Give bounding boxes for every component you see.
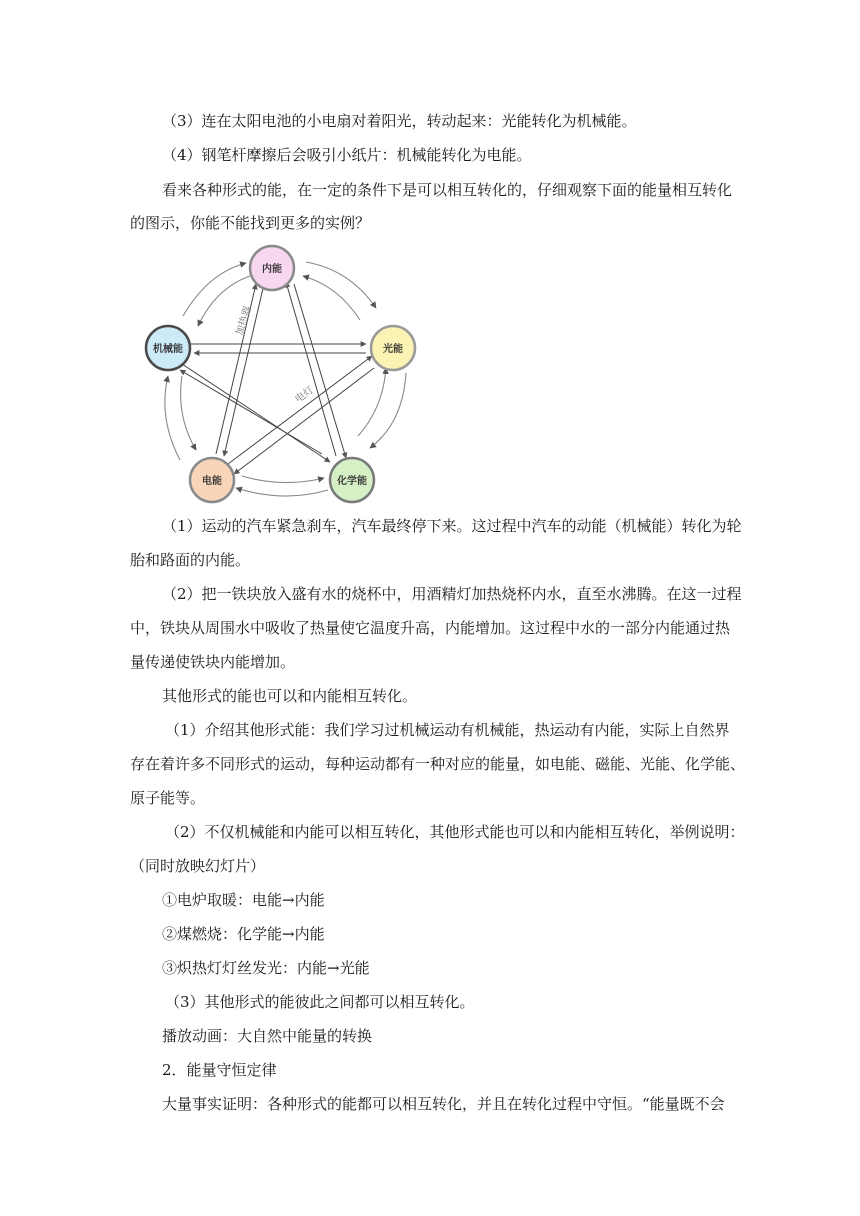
arrow-jixie-to-dian xyxy=(181,376,196,450)
energy-conversion-diagram xyxy=(138,238,430,510)
arrow-dian-to-jixie xyxy=(165,376,180,460)
text-line: 大量事实证明：各种形式的能都可以相互转化，并且在转化过程中守恒。“能量既不会 xyxy=(162,1095,725,1113)
text-line: （3）其他形式的能彼此之间都可以相互转化。 xyxy=(165,993,475,1011)
arrow-huaxue-to-guang xyxy=(358,368,386,436)
text-line: 看来各种形式的能，在一定的条件下是可以相互转化的，仔细观察下面的能量相互转化 xyxy=(162,181,733,199)
arrow-huaxue-to-nei xyxy=(286,282,336,456)
text-line: （同时放映幻灯片） xyxy=(130,857,266,875)
arrow-nei-to-huaxue xyxy=(294,284,346,458)
arrow-guang-to-nei xyxy=(303,276,360,320)
text-line: 的图示，你能不能找到更多的实例？ xyxy=(130,214,371,232)
node-huaxueneng xyxy=(330,458,374,502)
arrow-dian-to-guang xyxy=(228,356,372,464)
section-heading: 2．能量守恒定律 xyxy=(162,1061,277,1079)
text-line: （1）介绍其他形式能：我们学习过机械运动有机械能，热运动有内能，实际上自然界 xyxy=(165,721,730,739)
node-label-neineng: 内能 xyxy=(262,264,282,275)
text-line: 其他形式的能也可以和内能相互转化。 xyxy=(162,687,418,705)
arrow-dian-to-huaxue xyxy=(242,476,324,483)
node-label-dianneng: 电能 xyxy=(202,476,222,487)
node-jixieneng xyxy=(146,326,190,370)
text-line: （2）不仅机械能和内能可以相互转化，其他形式能也可以和内能相互转化，举例说明： xyxy=(165,823,745,841)
text-line: （1）运动的汽车紧急刹车，汽车最终停下来。这过程中汽车的动能（机械能）转化为轮 xyxy=(162,517,742,535)
arrow-jixie-to-nei xyxy=(183,263,246,316)
node-neineng xyxy=(250,246,294,290)
text-line: 胎和路面的内能。 xyxy=(130,551,251,569)
node-label-guangneng: 光能 xyxy=(383,344,403,355)
arrow-nei-to-guang xyxy=(306,262,376,308)
text-line: （4）钢笔杆摩擦后会吸引小纸片：机械能转化为电能。 xyxy=(162,146,532,164)
text-line: 原子能等。 xyxy=(130,789,206,807)
text-line: ①电炉取暖：电能→内能 xyxy=(162,891,325,909)
text-line: （2）把一铁块放入盛有水的烧杯中，用酒精灯加热烧杯内水，直至水沸腾。在这一过程 xyxy=(162,585,742,603)
node-label-jixieneng: 机械能 xyxy=(153,344,183,355)
node-label-huaxueneng: 化学能 xyxy=(337,476,367,487)
text-line: 存在着许多不同形式的运动，每种运动都有一种对应的能量，如电能、磁能、光能、化学能、 xyxy=(130,755,746,773)
text-line: （3）连在太阳电池的小电扇对着阳光，转动起来：光能转化为机械能。 xyxy=(162,112,637,130)
lamp-label: 电灯 xyxy=(293,384,316,406)
node-guangneng xyxy=(371,326,415,370)
arrow-huaxue-to-jixie xyxy=(180,370,322,454)
text-line: 中，铁块从周围水中吸收了热量使它温度升高，内能增加。这过程中水的一部分内能通过热 xyxy=(130,619,731,637)
arrow-jixie-to-huaxue xyxy=(176,360,330,462)
text-line: 量传递使铁块内能增加。 xyxy=(130,653,296,671)
text-line: 播放动画：大自然中能量的转换 xyxy=(162,1027,373,1045)
text-line: ③炽热灯灯丝发光：内能→光能 xyxy=(162,959,370,977)
arrow-huaxue-to-dian xyxy=(236,488,328,496)
text-line: ②煤燃烧：化学能→内能 xyxy=(162,925,325,943)
heater-label: 加热器 xyxy=(234,304,255,337)
node-dianneng xyxy=(190,458,234,502)
